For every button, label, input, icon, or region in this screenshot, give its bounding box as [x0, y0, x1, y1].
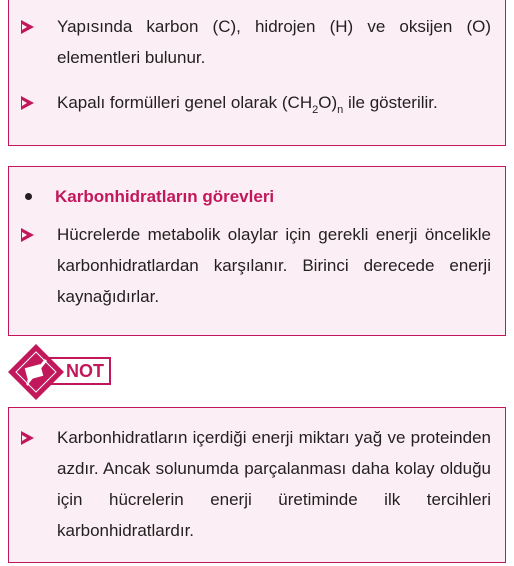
arrow-bullet-icon	[21, 228, 34, 242]
list-item	[21, 11, 491, 73]
list-item	[21, 87, 491, 118]
info-box-functions	[8, 166, 506, 336]
info-box-note	[8, 407, 506, 563]
note-badge	[8, 344, 118, 400]
item-text: Karbonhidratların içerdiği enerji miktarı yağ ve proteinden azdır. Ancak solunumda parçalanması daha kolay olduğu için hücrelerin enerji üretiminde ilk tercihleri karbonhidratlardır.	[57, 428, 491, 540]
item-text: Hücrelerde metabolik olaylar için gerekli enerji öncelikle karbonhidratlardan karşılanır. Birinci derecede enerji kaynağıdırlar.	[57, 225, 491, 306]
arrow-bullet-icon	[21, 431, 34, 445]
note-label: NOT	[66, 361, 104, 381]
item-text: Yapısında karbon (C), hidrojen (H) ve oksijen (O) elementleri bulunur.	[57, 17, 491, 67]
section-heading-row	[21, 181, 491, 212]
list-item	[21, 422, 491, 546]
list-item	[21, 219, 491, 312]
arrow-bullet-icon	[21, 96, 34, 110]
formula-text: Kapalı formülleri genel olarak $(CH_2O)_n$ ile gösterilir.	[57, 93, 438, 116]
arrow-bullet-icon	[21, 20, 34, 34]
section-heading: Karbonhidratların görevleri	[55, 187, 275, 206]
dot-bullet-icon	[25, 193, 32, 200]
info-box-structure	[8, 0, 506, 146]
